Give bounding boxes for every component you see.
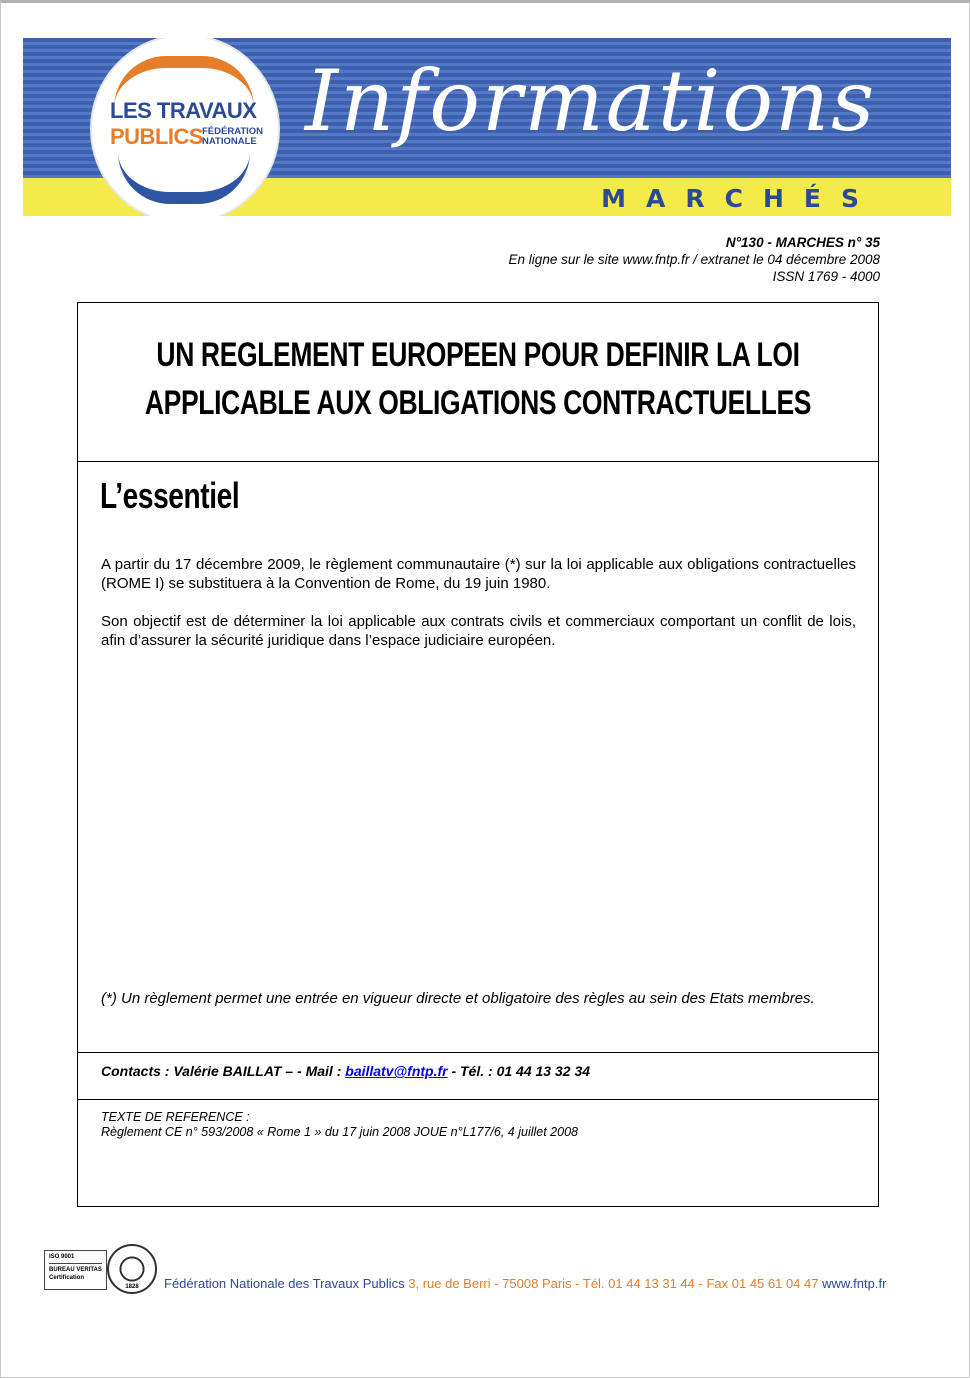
footer-contact: 3, rue de Berri - 75008 Paris - Tél. 01 44 13 31 44 - Fax 01 45 61 04 47 xyxy=(404,1276,819,1291)
contacts-phone: - Tél. : 01 44 13 32 34 xyxy=(447,1063,591,1079)
banner-section-label: MARCHÉS xyxy=(601,184,879,213)
bureau-veritas-seal-icon xyxy=(107,1244,157,1294)
logo-text-nationale: NATIONALE xyxy=(202,136,257,147)
divider-title xyxy=(78,461,878,462)
header-banner xyxy=(23,38,951,216)
logo-text-line2: PUBLICS xyxy=(110,124,204,149)
seal-year: 1828 xyxy=(125,1284,139,1290)
fntp-logo xyxy=(90,38,280,216)
footer-org: Fédération Nationale des Travaux Publics xyxy=(164,1276,405,1291)
issue-number: N°130 - MARCHES n° 35 xyxy=(725,235,880,250)
section-heading: L’essentiel xyxy=(100,475,240,516)
iso-certification-badge xyxy=(44,1250,107,1290)
contact-email-link[interactable]: baillatv@fntp.fr xyxy=(345,1063,448,1079)
footnote: (*) Un règlement permet une entrée en vigueur directe et obligatoire des règles au sein des Etats membres. xyxy=(101,990,815,1007)
issue-info xyxy=(509,234,880,285)
contacts-line xyxy=(101,1063,590,1079)
article-box xyxy=(77,302,879,1207)
article-title-line1: UN REGLEMENT EUROPEEN POUR DEFINIR LA LOI xyxy=(156,336,800,374)
logo-blue-arc xyxy=(118,152,250,204)
iso-line1: ISO 9001 xyxy=(49,1254,75,1260)
logo-text-line3 xyxy=(202,127,263,147)
footer-website: www.fntp.fr xyxy=(818,1276,887,1291)
iso-line2: BUREAU VERITAS xyxy=(49,1263,102,1274)
reference-label: TEXTE DE REFERENCE : xyxy=(101,1110,250,1124)
divider-reference xyxy=(78,1099,878,1100)
paragraph-2: Son objectif est de déterminer la loi applicable aux contrats civils et commerciaux comportant un conflit de lois, afin d’assurer la sécurité juridique dans l’espace judiciaire européen. xyxy=(101,613,856,649)
footer-address xyxy=(164,1276,886,1291)
banner-title: Informations xyxy=(305,52,877,150)
divider-contacts xyxy=(78,1052,878,1053)
issue-online: En ligne sur le site www.fntp.fr / extranet le 04 décembre 2008 xyxy=(508,252,880,267)
reference-text: Règlement CE n° 593/2008 « Rome 1 » du 17 juin 2008 JOUE n°L177/6, 4 juillet 2008 xyxy=(101,1125,578,1139)
article-title-line2: APPLICABLE AUX OBLIGATIONS CONTRACTUELLES xyxy=(144,384,812,422)
paragraph-1: A partir du 17 décembre 2009, le règlement communautaire (*) sur la loi applicable aux obligations contractuelles (ROME I) se substituera à la Convention de Rome, du 19 juin 1980. xyxy=(101,556,856,592)
issue-issn: ISSN 1769 - 4000 xyxy=(772,269,880,284)
reference-block xyxy=(101,1110,578,1140)
article-title xyxy=(144,331,812,427)
logo-text-line1: LES TRAVAUX xyxy=(110,98,257,123)
logo-text-federation: FÉDÉRATION xyxy=(202,126,264,137)
iso-line3: Certification xyxy=(49,1275,85,1281)
contacts-prefix: Contacts : Valérie BAILLAT – - Mail : xyxy=(101,1063,346,1079)
